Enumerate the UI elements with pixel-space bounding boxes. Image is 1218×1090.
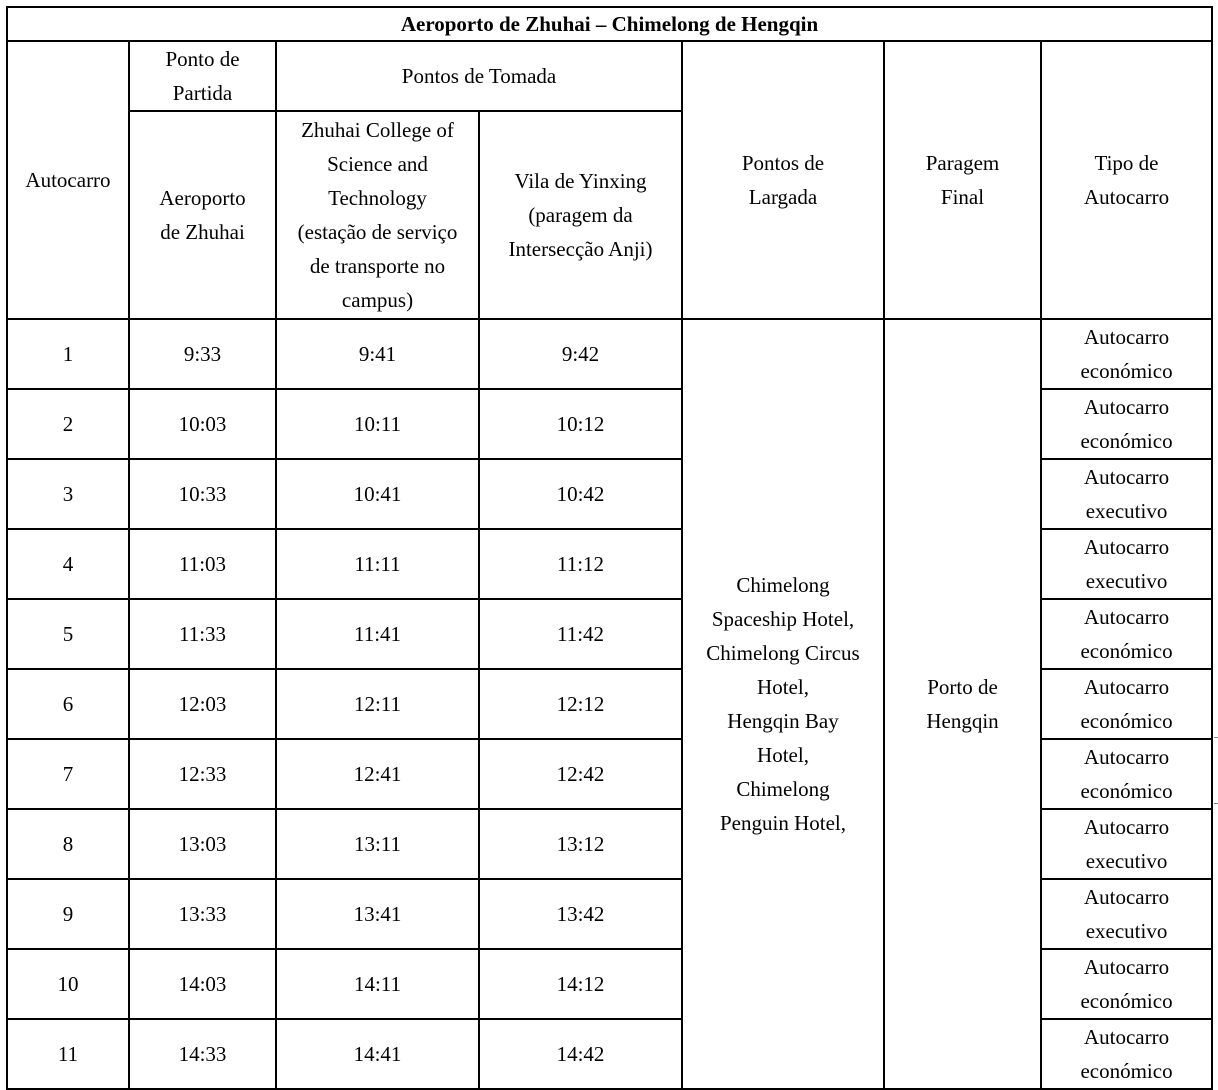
cell-pickup-2-time: 9:42 bbox=[479, 319, 682, 389]
table-title: Aeroporto de Zhuhai – Chimelong de Hengqin bbox=[7, 7, 1212, 41]
cell-pickup-1-time: 9:41 bbox=[276, 319, 479, 389]
header-pickup-points: Pontos de Tomada bbox=[276, 41, 682, 111]
header-dropoff-points: Pontos de Largada bbox=[682, 41, 884, 319]
cell-bus-type: Autocarro económico bbox=[1041, 319, 1212, 389]
cell-pickup-1-time: 13:11 bbox=[276, 809, 479, 879]
cell-departure-time: 14:33 bbox=[129, 1019, 276, 1089]
cell-bus-type: Autocarro económico bbox=[1041, 599, 1212, 669]
table-row bbox=[7, 319, 1212, 389]
cell-pickup-2-time: 12:12 bbox=[479, 669, 682, 739]
header-final-stop: Paragem Final bbox=[884, 41, 1041, 319]
cell-bus-type: Autocarro económico bbox=[1041, 1019, 1212, 1089]
page-edge-mark bbox=[1214, 803, 1218, 804]
cell-bus-type: Autocarro executivo bbox=[1041, 809, 1212, 879]
cell-bus-number: 2 bbox=[7, 389, 129, 459]
cell-departure-time: 13:03 bbox=[129, 809, 276, 879]
cell-bus-type: Autocarro económico bbox=[1041, 669, 1212, 739]
cell-pickup-2-time: 13:12 bbox=[479, 809, 682, 879]
cell-bus-number: 3 bbox=[7, 459, 129, 529]
page-edge-mark bbox=[1214, 737, 1218, 738]
header-departure-zhuhai-airport: Aeroporto de Zhuhai bbox=[129, 111, 276, 319]
cell-bus-type: Autocarro económico bbox=[1041, 389, 1212, 459]
cell-bus-type: Autocarro económico bbox=[1041, 739, 1212, 809]
cell-pickup-1-time: 12:41 bbox=[276, 739, 479, 809]
cell-bus-number: 11 bbox=[7, 1019, 129, 1089]
cell-pickup-2-time: 10:12 bbox=[479, 389, 682, 459]
cell-pickup-1-time: 11:41 bbox=[276, 599, 479, 669]
cell-bus-number: 7 bbox=[7, 739, 129, 809]
cell-pickup-2-time: 12:42 bbox=[479, 739, 682, 809]
cell-pickup-2-time: 11:42 bbox=[479, 599, 682, 669]
cell-pickup-1-time: 11:11 bbox=[276, 529, 479, 599]
cell-departure-time: 13:33 bbox=[129, 879, 276, 949]
cell-pickup-2-time: 10:42 bbox=[479, 459, 682, 529]
cell-departure-time: 12:03 bbox=[129, 669, 276, 739]
cell-bus-number: 6 bbox=[7, 669, 129, 739]
cell-pickup-2-time: 13:42 bbox=[479, 879, 682, 949]
cell-bus-type: Autocarro económico bbox=[1041, 949, 1212, 1019]
cell-bus-type: Autocarro executivo bbox=[1041, 459, 1212, 529]
header-pickup-zhuhai-college: Zhuhai College of Science and Technology (estação de serviço de transporte no campus) bbox=[276, 111, 479, 319]
header-bus: Autocarro bbox=[7, 41, 129, 319]
cell-departure-time: 11:33 bbox=[129, 599, 276, 669]
cell-final-stop: Porto de Hengqin bbox=[884, 319, 1041, 1089]
cell-dropoff-points: Chimelong Spaceship Hotel, Chimelong Circus Hotel, Hengqin Bay Hotel, Chimelong Penguin Hotel, bbox=[682, 319, 884, 1089]
cell-pickup-1-time: 14:41 bbox=[276, 1019, 479, 1089]
cell-pickup-1-time: 14:11 bbox=[276, 949, 479, 1019]
header-bus-type: Tipo de Autocarro bbox=[1041, 41, 1212, 319]
cell-pickup-1-time: 12:11 bbox=[276, 669, 479, 739]
cell-departure-time: 11:03 bbox=[129, 529, 276, 599]
cell-bus-number: 9 bbox=[7, 879, 129, 949]
cell-pickup-1-time: 13:41 bbox=[276, 879, 479, 949]
cell-pickup-2-time: 14:12 bbox=[479, 949, 682, 1019]
cell-bus-number: 5 bbox=[7, 599, 129, 669]
cell-bus-type: Autocarro executivo bbox=[1041, 879, 1212, 949]
cell-pickup-1-time: 10:11 bbox=[276, 389, 479, 459]
cell-departure-time: 10:03 bbox=[129, 389, 276, 459]
bus-schedule-table bbox=[6, 6, 1213, 1090]
cell-pickup-1-time: 10:41 bbox=[276, 459, 479, 529]
cell-departure-time: 9:33 bbox=[129, 319, 276, 389]
cell-pickup-2-time: 14:42 bbox=[479, 1019, 682, 1089]
cell-bus-type: Autocarro executivo bbox=[1041, 529, 1212, 599]
cell-departure-time: 10:33 bbox=[129, 459, 276, 529]
cell-departure-time: 14:03 bbox=[129, 949, 276, 1019]
cell-bus-number: 4 bbox=[7, 529, 129, 599]
cell-bus-number: 8 bbox=[7, 809, 129, 879]
header-departure-point: Ponto de Partida bbox=[129, 41, 276, 111]
cell-bus-number: 10 bbox=[7, 949, 129, 1019]
header-pickup-yinxing: Vila de Yinxing (paragem da Intersecção Anji) bbox=[479, 111, 682, 319]
cell-departure-time: 12:33 bbox=[129, 739, 276, 809]
cell-bus-number: 1 bbox=[7, 319, 129, 389]
cell-pickup-2-time: 11:12 bbox=[479, 529, 682, 599]
